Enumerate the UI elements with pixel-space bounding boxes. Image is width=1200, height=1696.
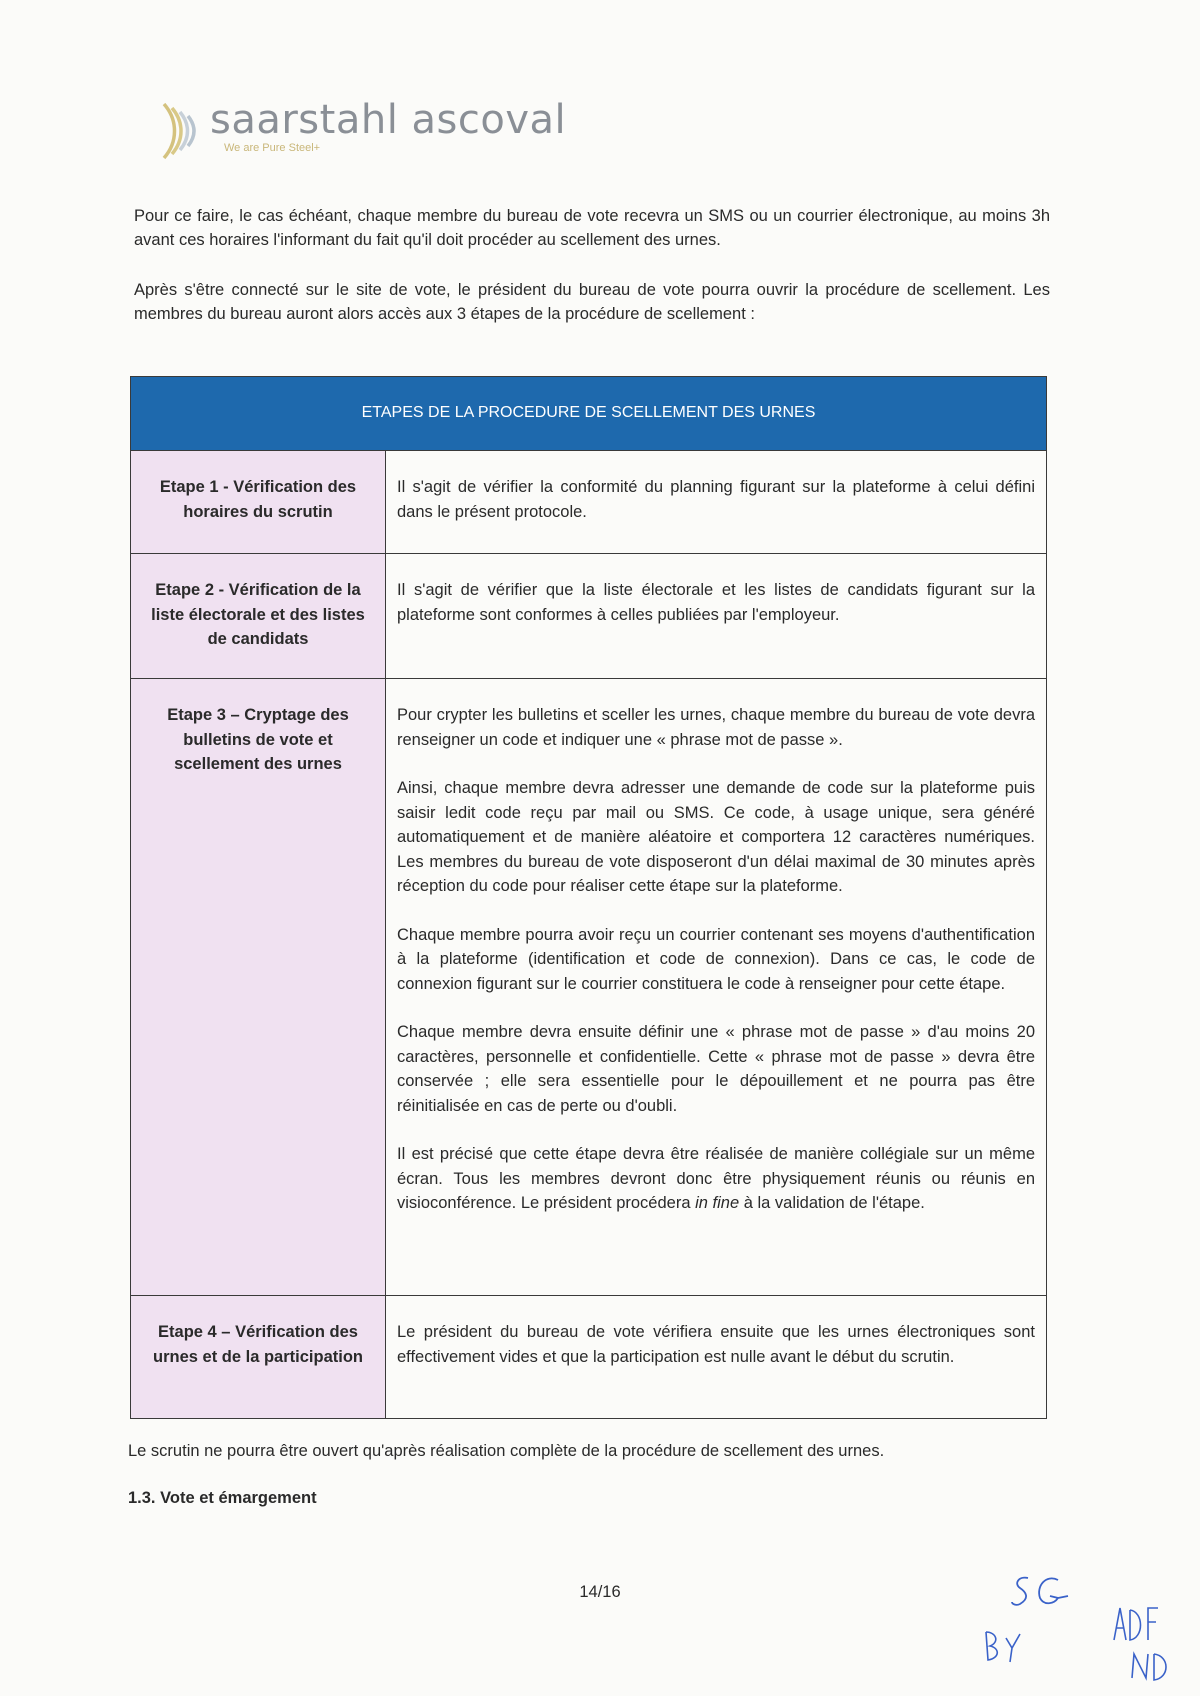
page-number: 14/16: [579, 1583, 621, 1601]
step-1-title: Etape 1 - Vérification des horaires du scrutin: [131, 451, 386, 554]
logo-name: saarstahl ascoval: [210, 97, 567, 143]
step-1-text: Il s'agit de vérifier la conformité du planning figurant sur la plateforme à celui défini dans le présent protocole.: [397, 478, 1035, 521]
company-logo: [158, 98, 566, 164]
table-row: [131, 451, 1047, 554]
step-2-description: [386, 554, 1047, 679]
closing-paragraph: Le scrutin ne pourra être ouvert qu'après réalisation complète de la procédure de scellement des urnes.: [128, 1442, 885, 1460]
step-4-title: Etape 4 – Vérification des urnes et de la participation: [131, 1296, 386, 1419]
sealing-steps-table: [130, 376, 1047, 1419]
step-1-description: [386, 451, 1047, 554]
intro-paragraph-2: Après s'être connecté sur le site de vote, le président du bureau de vote pourra ouvrir la procédure de scellement. Les membres du bureau auront alors accès aux 3 étapes de la procédure de scellement :: [134, 281, 1050, 323]
step-3-text-1: Pour crypter les bulletins et sceller les urnes, chaque membre du bureau de vote devra renseigner un code et indiquer une « phrase mot de passe ».: [397, 706, 1035, 749]
initials-sg-signature: [1010, 1572, 1070, 1612]
step-3-title: Etape 3 – Cryptage des bulletins de vote et scellement des urnes: [131, 679, 386, 1296]
initials-nd-signature: [1128, 1648, 1174, 1684]
section-heading: 1.3. Vote et émargement: [128, 1489, 317, 1507]
step-3-text-5-after: à la validation de l'étape.: [739, 1194, 925, 1212]
step-2-text: Il s'agit de vérifier que la liste électorale et les listes de candidats figurant sur la plateforme sont conformes à celles publiées par l'employeur.: [397, 581, 1035, 624]
step-3-description: [386, 679, 1047, 1296]
initials-adf-signature: [1110, 1604, 1160, 1644]
step-3-text-3: Chaque membre pourra avoir reçu un courrier contenant ses moyens d'authentification à la plateforme (identification et code de connexion). Dans ce cas, le code de connexion figurant sur le courrier constituera le code à renseigner pour cette étape.: [397, 925, 1035, 993]
initials-by-signature: [980, 1628, 1026, 1664]
step-3-text-5: [397, 1142, 1035, 1216]
step-3-text-2: Ainsi, chaque membre devra adresser une demande de code sur la plateforme puis saisir ledit code reçu par mail ou SMS. Ce code, à usage unique, sera généré automatiquement et de manière aléatoire et comportera 12 caractères numériques. Les membres du bureau de vote disposeront d'un délai maximal de 30 minutes après réception du code pour réaliser cette étape sur la plateforme.: [397, 779, 1035, 895]
step-3-text-5-before: Il est précisé que cette étape devra être réalisée de manière collégiale sur un même écran. Tous les membres devront donc être physiquement réunis ou réunis en visioconférence. Le président procédera: [397, 1145, 1035, 1212]
step-4-text: Le président du bureau de vote vérifiera ensuite que les urnes électroniques sont effectivement vides et que la participation est nulle avant le début du scrutin.: [397, 1323, 1035, 1366]
step-2-title: Etape 2 - Vérification de la liste électorale et des listes de candidats: [131, 554, 386, 679]
logo-tagline: We are Pure Steel+: [224, 142, 321, 154]
waves-logo-icon: [158, 98, 204, 164]
step-3-text-5-italic: in fine: [695, 1194, 740, 1212]
table-header: ETAPES DE LA PROCEDURE DE SCELLEMENT DES URNES: [131, 377, 1047, 451]
intro-paragraph-1: Pour ce faire, le cas échéant, chaque membre du bureau de vote recevra un SMS ou un courrier électronique, au moins 3h avant ces horaires l'informant du fait qu'il doit procéder au scellement des urnes.: [134, 207, 1050, 249]
table-row: [131, 679, 1047, 1296]
table-row: [131, 554, 1047, 679]
step-3-text-4: Chaque membre devra ensuite définir une « phrase mot de passe » d'au moins 20 caractères, personnelle et confidentielle. Cette « phrase mot de passe » devra être conservée ; elle sera essentielle pour le dépouillement et ne pourra pas être réinitialisée en cas de perte ou d'oubli.: [397, 1023, 1035, 1115]
table-row: [131, 1296, 1047, 1419]
step-4-description: [386, 1296, 1047, 1419]
